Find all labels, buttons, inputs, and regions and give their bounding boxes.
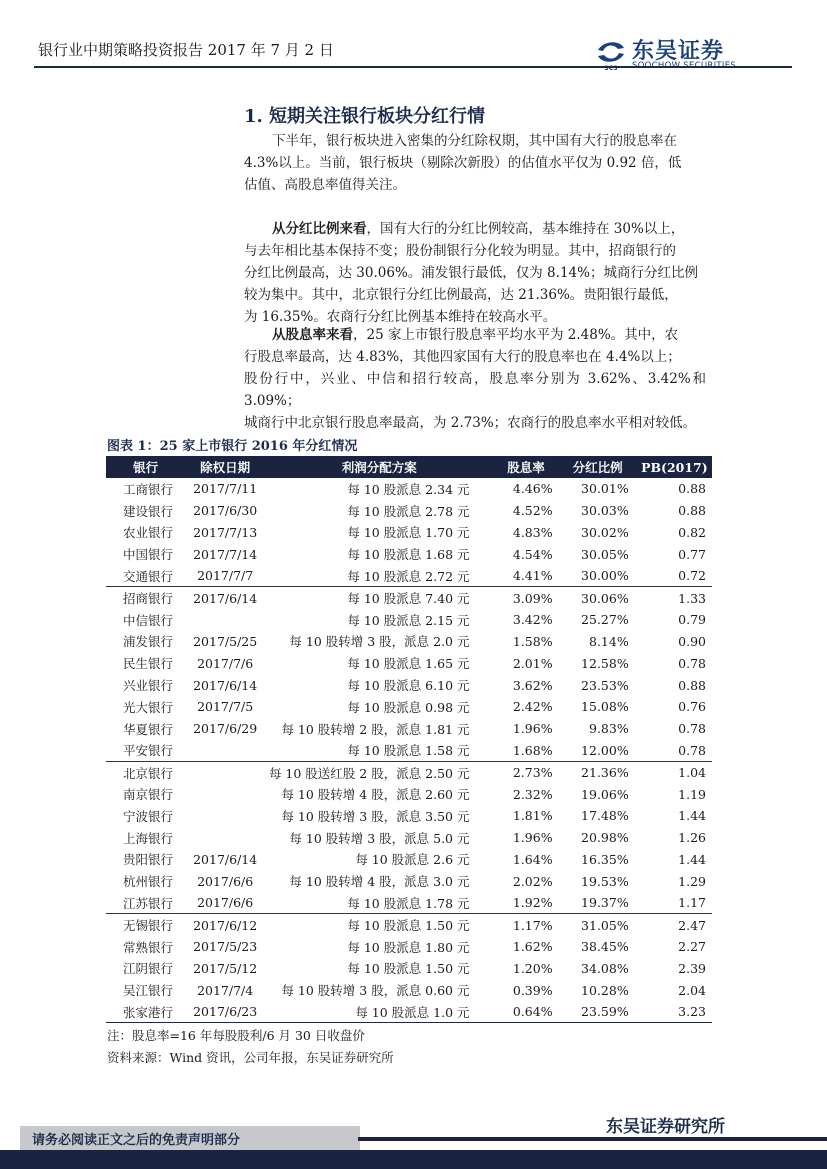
cell-ratio: 23.59% [559,1001,637,1023]
col-header-bank: 银行 [106,456,185,478]
para-line: 下半年，银行板块进入密集的分红除权期，其中国有大行的股息率在 [272,133,677,149]
cell-pb: 0.88 [678,677,706,693]
cell-date [185,609,265,631]
paragraph-intro [244,130,706,196]
table-row [106,631,712,653]
table-row [106,696,712,718]
para-lead: 从分红比例来看 [272,221,367,237]
para-line: 较为集中。其中，北京银行分红比例最高，达 21.36%。贵阳银行最低， [244,287,678,303]
cell-plan: 每 10 股送红股 2 股，派息 2.50 元 [268,765,470,781]
cell-pb: 0.88 [678,503,706,519]
cell-pb: 1.04 [678,765,706,780]
para-line: 行股息率最高，达 4.83%，其他四家国有大行的股息率也在 4.4%以上； [244,349,681,365]
cell-pb: 2.39 [678,960,706,976]
cell-ratio: 16.35% [581,851,629,867]
table-row [106,500,712,522]
cell-ratio: 30.01% [581,481,629,497]
cell-plan: 每 10 股派息 1.58 元 [265,740,494,762]
cell-plan: 每 10 股转增 3 股，派息 2.0 元 [289,634,470,650]
para-line: 与去年相比基本保持不变；股份制银行分化较为明显。其中，招商银行的 [244,243,676,259]
table-row [106,870,712,892]
table-row [106,740,712,762]
cell-date: 2017/5/12 [193,960,258,976]
cell-yield: 1.96% [512,830,553,846]
cell-date [185,761,265,783]
cell-ratio: 30.06% [581,590,629,606]
table-row [106,609,712,631]
col-header-ratio: 分红比例 [559,456,637,478]
cell-yield: 1.96% [512,721,553,737]
cell-yield: 1.81% [512,808,553,824]
col-header-yield: 股息率 [494,456,559,478]
cell-date: 2017/7/11 [193,481,258,497]
cell-bank: 中国银行 [123,547,174,563]
table-row [106,761,712,783]
cell-yield: 1.64% [512,851,553,867]
cell-plan: 每 10 股派息 1.80 元 [347,939,470,955]
cell-yield: 3.62% [512,677,553,693]
cell-pb: 0.90 [678,633,706,649]
cell-pb: 1.19 [678,786,706,802]
cell-pb: 1.44 [678,851,706,867]
table-row [106,979,712,1001]
cell-yield: 1.58% [512,633,553,649]
cell-ratio: 21.36% [581,765,629,780]
table-row [106,892,712,914]
cell-ratio: 19.37% [559,892,637,914]
cell-ratio: 30.05% [581,546,629,562]
cell-date: 2017/7/5 [197,699,254,715]
cell-plan: 每 10 股转增 3 股，派息 3.50 元 [281,808,470,824]
cell-yield: 1.62% [512,939,553,955]
table-row [106,827,712,849]
cell-plan: 每 10 股派息 1.70 元 [347,525,470,541]
table-note: 注：股息率=16 年每股股利/6 月 30 日收盘价 [107,1028,365,1043]
cell-bank: 宁波银行 [123,808,174,824]
table-row [106,958,712,980]
cell-ratio: 34.08% [581,960,629,976]
table-row [106,783,712,805]
cell-yield: 4.54% [512,546,553,562]
cell-bank: 浦发银行 [123,634,174,650]
cell-bank: 南京银行 [123,787,174,803]
col-header-pb: PB(2017) [637,456,712,478]
cell-ratio: 19.53% [581,873,629,889]
para-line: 城商行中北京银行股息率最高，为 2.73%；农商行的股息率水平相对较低。 [244,415,697,431]
cell-bank: 上海银行 [123,830,174,846]
table-source: 资料来源：Wind 资讯，公司年报，东吴证券研究所 [107,1050,394,1065]
cell-plan: 每 10 股派息 1.68 元 [347,547,470,563]
table-row [106,914,712,936]
cell-date: 2017/5/25 [193,633,258,649]
table-row [106,652,712,674]
para-line: 估值、高股息率值得关注。 [244,177,406,193]
cell-ratio: 30.02% [581,524,629,540]
cell-date: 2017/6/14 [193,590,258,606]
table-row [106,478,712,500]
cell-date [185,740,265,762]
footer-institute: 东吴证券研究所 [606,1117,725,1137]
cell-bank: 贵阳银行 [123,852,174,868]
cell-bank: 华夏银行 [123,721,174,737]
paragraph-dividend-yield [244,324,706,434]
para-line: 为 16.35%。农商行分红比例基本维持在较高水平。 [244,309,557,325]
cell-bank: 中信银行 [123,612,174,628]
cell-date: 2017/6/14 [193,677,258,693]
cell-ratio: 12.00% [559,740,637,762]
col-header-plan: 利润分配方案 [265,456,494,478]
cell-plan: 每 10 股派息 0.98 元 [347,699,470,715]
cell-bank: 张家港行 [106,1001,185,1023]
cell-pb: 1.44 [678,808,706,824]
cell-ratio: 30.03% [581,503,629,519]
cell-ratio: 9.83% [589,721,629,737]
cell-pb: 0.88 [678,481,706,497]
para-lead: 从股息率来看 [272,327,353,343]
cell-bank: 兴业银行 [123,678,174,694]
cell-date: 2017/7/4 [197,982,254,998]
soochow-logo-icon [594,36,628,70]
cell-date [185,805,265,827]
cell-ratio: 38.45% [581,939,629,955]
table-row [106,587,712,609]
cell-pb: 0.82 [678,524,706,540]
table-row [106,674,712,696]
cell-plan: 每 10 股派息 2.72 元 [265,565,494,587]
cell-yield: 2.01% [512,655,553,671]
cell-pb: 1.33 [678,590,706,606]
para-line: ，国有大行的分红比例较高，基本维持在 30%以上， [366,221,685,237]
cell-date: 2017/6/6 [185,892,265,914]
cell-plan: 每 10 股派息 7.40 元 [347,591,470,607]
cell-pb: 2.27 [678,939,706,955]
cell-pb: 3.23 [637,1001,712,1023]
table-row [106,543,712,565]
cell-bank: 江阴银行 [123,961,174,977]
cell-bank: 杭州银行 [123,874,174,890]
cell-bank: 交通银行 [106,565,185,587]
cell-yield: 4.52% [512,503,553,519]
cell-pb: 0.78 [678,721,706,737]
para-line: 分红比例最高，达 30.06%。浦发银行最低，仅为 8.14%；城商行分红比例 [244,265,698,281]
cell-plan: 每 10 股派息 1.65 元 [347,656,470,672]
cell-ratio: 17.48% [581,808,629,824]
cell-ratio: 8.14% [589,633,629,649]
footer-disclaimer: 请务必阅读正文之后的免责声明部分 [32,1133,241,1148]
cell-plan: 每 10 股转增 4 股，派息 2.60 元 [281,787,470,803]
cell-yield: 2.73% [512,765,553,780]
table-body [106,478,712,1023]
cell-bank: 招商银行 [123,591,174,607]
cell-pb: 2.04 [678,982,706,998]
report-header-title: 银行业中期策略投资报告 2017 年 7 月 2 日 [38,41,334,59]
cell-bank: 常熟银行 [123,939,174,955]
para-line: 股份行中，兴业、中信和招行较高，股息率分别为 3.62%、3.42%和 3.09%； [244,371,706,409]
cell-date: 2017/6/30 [193,503,258,519]
cell-bank: 农业银行 [123,525,174,541]
cell-date: 2017/7/14 [193,546,258,562]
cell-plan: 每 10 股派息 1.0 元 [265,1001,494,1023]
cell-plan: 每 10 股派息 2.78 元 [347,503,470,519]
cell-yield: 2.42% [512,699,553,715]
cell-pb: 0.77 [678,546,706,562]
cell-date: 2017/7/6 [197,655,254,671]
cell-bank: 江苏银行 [106,892,185,914]
cell-pb: 2.47 [678,917,706,933]
footer-bar [0,1150,827,1169]
para-line: 4.3%以上。当前，银行板块（剔除次新股）的估值水平仅为 0.92 倍，低 [244,155,682,171]
cell-yield: 4.83% [512,524,553,540]
dividend-table [106,456,712,1023]
cell-yield: 0.39% [512,982,553,998]
header-divider [34,66,792,68]
cell-yield: 4.41% [494,565,559,587]
para-line: ，25 家上市银行股息率平均水平为 2.48%。其中，农 [353,327,679,343]
cell-yield: 0.64% [494,1001,559,1023]
cell-yield: 1.17% [512,917,553,933]
cell-bank: 北京银行 [123,765,174,781]
cell-ratio: 10.28% [581,982,629,998]
cell-date: 2017/6/12 [193,917,258,933]
cell-ratio: 31.05% [581,917,629,933]
cell-date [185,783,265,805]
table-row [106,718,712,740]
cell-ratio: 12.58% [581,655,629,671]
cell-plan: 每 10 股派息 2.6 元 [355,852,470,868]
cell-bank: 民生银行 [123,656,174,672]
cell-date: 2017/5/23 [193,939,258,955]
cell-plan: 每 10 股派息 1.78 元 [265,892,494,914]
cell-bank: 无锡银行 [123,918,174,934]
cell-yield: 4.46% [512,481,553,497]
cell-plan: 每 10 股派息 6.10 元 [347,678,470,694]
cell-pb: 1.26 [678,830,706,846]
cell-date: 2017/7/13 [193,524,258,540]
cell-date: 2017/7/7 [185,565,265,587]
cell-ratio: 20.98% [581,830,629,846]
cell-yield: 3.09% [512,590,553,606]
table-row [106,565,712,587]
cell-plan: 每 10 股转增 4 股，派息 3.0 元 [289,874,470,890]
cell-bank: 工商银行 [123,481,174,497]
cell-date: 2017/6/23 [185,1001,265,1023]
cell-plan: 每 10 股派息 1.50 元 [347,918,470,934]
cell-plan: 每 10 股转增 2 股，派息 1.81 元 [281,721,470,737]
cell-bank: 光大银行 [123,699,174,715]
cell-plan: 每 10 股派息 1.50 元 [347,961,470,977]
cell-yield: 2.32% [512,786,553,802]
logo-chinese-name: 东吴证券 [632,39,725,64]
table-caption: 图表 1：25 家上市银行 2016 年分红情况 [107,439,358,454]
table-row [106,849,712,871]
cell-pb: 0.78 [678,655,706,671]
cell-ratio: 19.06% [581,786,629,802]
cell-plan: 每 10 股派息 2.15 元 [347,612,470,628]
table-row [106,1001,712,1023]
cell-plan: 每 10 股转增 3 股，派息 5.0 元 [289,830,470,846]
cell-yield: 2.02% [512,873,553,889]
cell-yield: 1.92% [494,892,559,914]
cell-pb: 1.29 [678,873,706,889]
cell-bank: 吴江银行 [123,983,174,999]
cell-yield: 1.68% [494,740,559,762]
col-header-date: 除权日期 [185,456,265,478]
cell-pb: 1.17 [637,892,712,914]
cell-yield: 1.20% [512,960,553,976]
cell-plan: 每 10 股转增 3 股，派息 0.60 元 [281,983,470,999]
cell-date: 2017/6/6 [197,873,254,889]
table-row [106,522,712,544]
cell-bank: 建设银行 [123,503,174,519]
cell-plan: 每 10 股派息 2.34 元 [347,481,470,497]
cell-date: 2017/6/29 [193,721,258,737]
cell-ratio: 23.53% [581,677,629,693]
paragraph-payout-ratio [244,218,706,328]
table-row [106,805,712,827]
cell-ratio: 25.27% [581,612,629,628]
cell-date: 2017/6/14 [193,851,258,867]
section-title: 1. 短期关注银行板块分红行情 [244,106,486,127]
cell-pb: 0.79 [678,612,706,628]
cell-pb: 0.76 [678,699,706,715]
cell-bank: 平安银行 [106,740,185,762]
cell-pb: 0.78 [637,740,712,762]
cell-ratio: 15.08% [581,699,629,715]
cell-date [185,827,265,849]
cell-ratio: 30.00% [559,565,637,587]
table-header-row [106,456,712,478]
table-row [106,936,712,958]
cell-pb: 0.72 [637,565,712,587]
footer-divider [358,1137,827,1141]
cell-yield: 3.42% [512,612,553,628]
